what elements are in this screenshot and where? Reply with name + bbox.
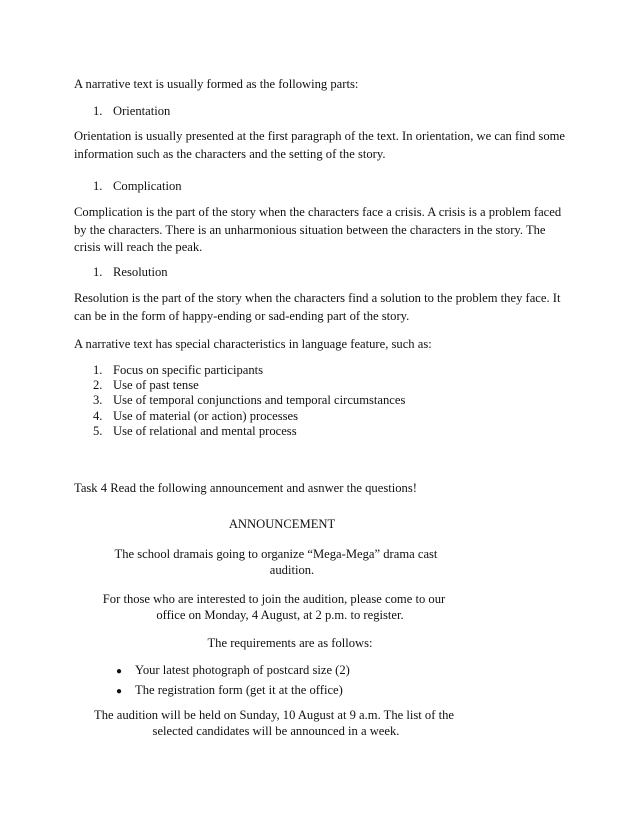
list-number: 3.: [93, 393, 103, 408]
announcement-line: The audition will be held on Sunday, 10 August at 9 a.m. The list of the: [94, 708, 454, 722]
complication-paragraph: [74, 204, 566, 257]
paragraph-line: Complication is the part of the story when the characters face a crisis. A crisis is a problem faced: [74, 205, 562, 219]
list-number: 1.: [93, 363, 103, 377]
paragraph-line: crisis will reach the peak.: [74, 240, 203, 254]
requirements-list: [116, 661, 350, 701]
requirements-heading: The requirements are as follows:: [207, 636, 373, 650]
section-heading-complication: [93, 178, 182, 194]
paragraph-line: by the characters. There is an unharmonious situation between the characters in the story. The: [74, 222, 546, 237]
announcement-line: For those who are interested to join the audition, please come to our: [102, 592, 446, 606]
paragraph-line: can be in the form of happy-ending or sad-ending part of the story.: [74, 308, 410, 323]
list-item: [93, 409, 405, 424]
announcement-title: ANNOUNCEMENT: [228, 517, 336, 531]
list-text: Use of relational and mental process: [113, 423, 297, 438]
announcement-line: The school dramais going to organize “Mega-Mega” drama cast: [114, 547, 438, 561]
list-item: [116, 681, 350, 701]
list-number: 2.: [93, 378, 103, 393]
paragraph-line: information such as the characters and the setting of the story.: [74, 146, 386, 161]
section-title: Complication: [113, 179, 182, 193]
section-title: Resolution: [113, 265, 168, 279]
bullet-icon: ●: [116, 686, 123, 697]
intro-text: A narrative text is usually formed as the following parts:: [74, 77, 359, 91]
list-text: The registration form (get it at the office): [135, 683, 343, 697]
section-number: 1.: [93, 104, 103, 118]
orientation-paragraph: [74, 128, 566, 163]
list-number: 5.: [93, 423, 103, 438]
list-text: Use of temporal conjunctions and temporal circumstances: [113, 393, 406, 408]
list-number: 4.: [93, 408, 103, 423]
bullet-icon: ●: [116, 666, 123, 677]
resolution-paragraph: [74, 290, 566, 325]
list-item: [93, 424, 405, 439]
section-heading-resolution: [93, 264, 168, 280]
features-intro: A narrative text has special characteristics in language feature, such as:: [74, 337, 432, 351]
list-text: Use of material (or action) processes: [113, 408, 298, 423]
announcement-line: audition.: [269, 563, 315, 577]
announcement-line: office on Monday, 4 August, at 2 p.m. to register.: [156, 608, 404, 622]
paragraph-line: Resolution is the part of the story when the characters find a solution to the problem they face. It: [74, 291, 561, 305]
task-instruction: Task 4 Read the following announcement and asnwer the questions!: [74, 481, 417, 495]
section-number: 1.: [93, 265, 103, 279]
list-text: Your latest photograph of postcard size (2): [135, 663, 350, 677]
list-text: Use of past tense: [113, 378, 199, 393]
announcement-line: selected candidates will be announced in a week.: [152, 724, 400, 738]
list-item: [93, 363, 405, 378]
section-heading-orientation: [93, 103, 170, 119]
language-features-list: [93, 363, 405, 439]
paragraph-line: Orientation is usually presented at the first paragraph of the text. In orientation, we can find some: [74, 129, 566, 143]
section-number: 1.: [93, 179, 103, 193]
section-title: Orientation: [113, 104, 171, 118]
list-item: [116, 661, 350, 681]
list-item: [93, 378, 405, 393]
list-text: Focus on specific participants: [113, 363, 264, 377]
list-item: [93, 393, 405, 408]
